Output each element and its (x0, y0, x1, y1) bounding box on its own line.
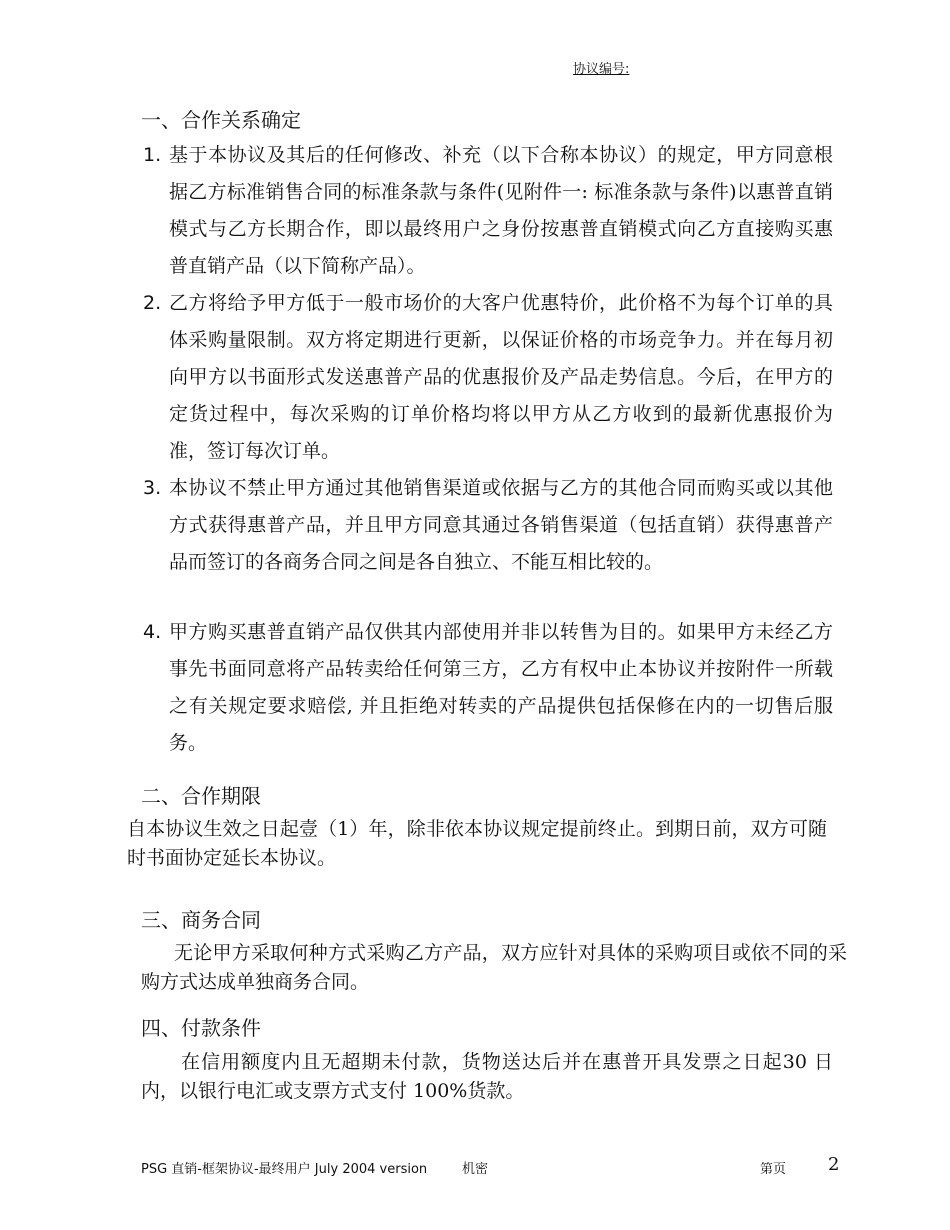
item-text: 本协议不禁止甲方通过其他销售渠道或依据与乙方的其他合同而购买或以其他方式获得惠普产品，并且甲方同意其通过各销售渠道（包括直销）获得惠普产品而签订的各商务合同之间是各自独立、不能互相比较的。 (169, 477, 833, 573)
item-number: 2. (143, 292, 162, 314)
footer-page-label: 第页 (760, 1162, 787, 1177)
section-3-body: 无论甲方采取何种方式采购乙方产品，双方应针对具体的采购项目或依不同的采购方式达成单独商务合同。 (141, 942, 847, 993)
section-4-heading: 四、付款条件 (141, 1016, 261, 1040)
section-1-heading: 一、合作关系确定 (141, 108, 301, 132)
list-item (143, 285, 833, 470)
page-number: 2 (828, 1154, 840, 1175)
item-text: 基于本协议及其后的任何修改、补充（以下合称本协议）的规定，甲方同意根据乙方标准销售合同的标准条款与条件(见附件一: 标准条款与条件)以惠普直销模式与乙方长期合作，即以最终用户之身份按惠普直销模式向乙方直接购买惠普直销产品（以下简称产品）。 (169, 144, 833, 277)
section-3-heading: 三、商务合同 (141, 908, 261, 932)
item-text: 乙方将给予甲方低于一般市场价的大客户优惠特价，此价格不为每个订单的具体采购量限制。双方将定期进行更新，以保证价格的市场竞争力。并在每月初向甲方以书面形式发送惠普产品的优惠报价及产品走势信息。今后，在甲方的定货过程中，每次采购的订单价格均将以甲方从乙方收到的最新优惠报价为准，签订每次订单。 (169, 292, 833, 462)
list-item (143, 137, 833, 285)
section-2-heading: 二、合作期限 (141, 784, 261, 808)
item-number: 4. (143, 621, 162, 643)
item-number: 3. (143, 477, 162, 499)
footer-confidential: 机密 (462, 1162, 489, 1177)
item-text: 甲方购买惠普直销产品仅供其内部使用并非以转售为目的。如果甲方未经乙方事先书面同意将产品转卖给任何第三方，乙方有权中止本协议并按附件一所载之有关规定要求赔偿, 并且拒绝对转卖的产品提供包括保修在内的一切售后服务。 (169, 621, 833, 754)
section-4-body: 在信用额度内且无超期未付款，货物送达后并在惠普开具发票之日起30 日内，以银行电汇或支票方式支付 100%货款。 (141, 1051, 833, 1102)
item-number: 1. (143, 144, 162, 166)
list-item (143, 470, 833, 581)
list-item (143, 614, 833, 762)
footer-doc-title: PSG 直销-框架协议-最终用户 July 2004 version (141, 1162, 428, 1177)
section-2-body: 自本协议生效之日起壹（1）年，除非依本协议规定提前终止。到期日前，双方可随时书面协定延长本协议。 (127, 818, 827, 869)
agreement-number-label: 协议编号: (573, 62, 630, 77)
